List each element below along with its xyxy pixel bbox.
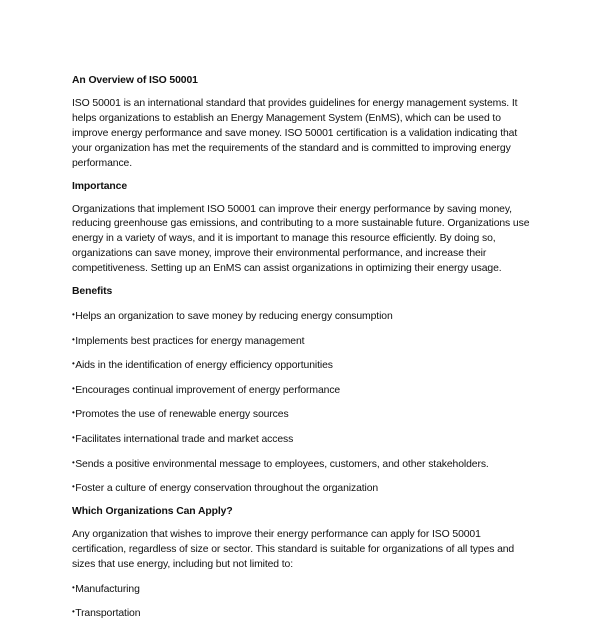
intro-paragraph: ISO 50001 is an international standard that provides guidelines for energy management systems. It helps organizations to establish an Energy Management System (EnMS), which can be used to improve energy performance and save money. ISO 50001 certification is a validation indicating that your organization has met the requirements of the standard and is committed to improving energy performance. [72,98,518,169]
list-item-text: Helps an organization to save money by reducing energy consumption [75,311,393,323]
list-item-text: Promotes the use of renewable energy sources [75,409,289,421]
importance-heading: Importance [72,180,128,192]
list-item [72,431,532,447]
list-item-text: Foster a culture of energy conservation throughout the organization [75,483,379,495]
list-item [72,456,532,472]
list-item [72,406,532,422]
bullet-icon: • [72,383,75,393]
list-item-text: Transportation [75,608,141,620]
bullet-icon: • [72,607,75,617]
list-item [72,333,532,349]
bullet-icon: • [72,334,75,344]
list-item [72,480,532,496]
bullet-icon: • [72,408,75,418]
benefits-list [72,308,532,496]
list-item-text: Implements best practices for energy management [75,335,305,347]
bullet-icon: • [72,457,75,467]
list-item [72,357,532,373]
benefits-heading: Benefits [72,286,113,298]
bullet-icon: • [72,482,75,492]
list-item-text: Encourages continual improvement of energy performance [75,384,341,396]
apply-heading: Which Organizations Can Apply? [72,505,233,517]
document-page [72,74,532,630]
list-item [72,308,532,324]
list-item-text: Sends a positive environmental message to employees, customers, and other stakeholders. [75,458,489,470]
list-item [72,605,532,621]
list-item-text: Aids in the identification of energy efficiency opportunities [75,360,333,372]
bullet-icon: • [72,433,75,443]
list-item-text: Facilitates international trade and market access [75,434,294,446]
apply-list [72,581,532,622]
importance-paragraph: Organizations that implement ISO 50001 can improve their energy performance by saving money, reducing greenhouse gas emissions, and contributing to a more sustainable future. Organizations use energy in a variety of ways, and it is important to manage this resource efficiently. By doing so, organizations can save money, improve their environmental performance, and increase their competitiveness. Setting up an EnMS can assist organizations in optimizing their energy usage. [72,203,530,275]
bullet-icon: • [72,359,75,369]
list-item [72,581,532,597]
bullet-icon: • [72,310,75,320]
list-item [72,382,532,398]
apply-paragraph: Any organization that wishes to improve their energy performance can apply for ISO 50001 certification, regardless of size or sector. This standard is suitable for organizations of all types and sizes that use energy, including but not limited to: [72,528,515,570]
bullet-icon: • [72,582,75,592]
list-item-text: Manufacturing [75,583,140,595]
document-title: An Overview of ISO 50001 [72,75,198,86]
